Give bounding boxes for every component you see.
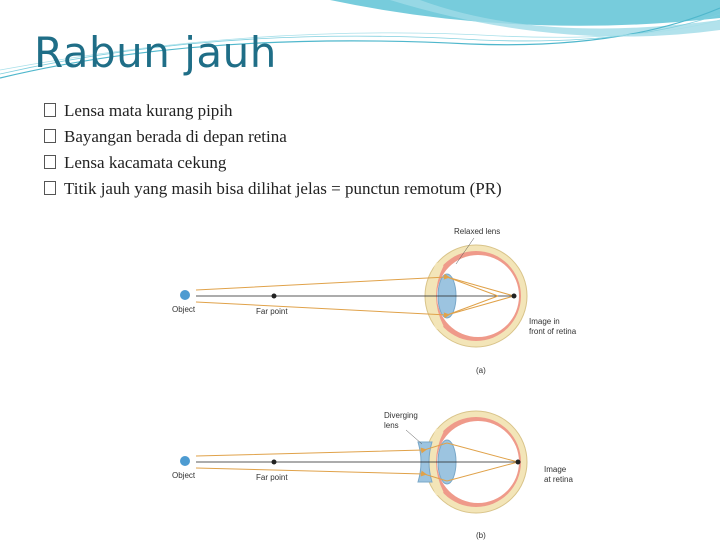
bullet-item — [44, 176, 502, 202]
bullet-box-icon — [44, 103, 56, 117]
image-label-b-line1: Image — [544, 465, 567, 474]
diverging-lens-label-line2: lens — [384, 421, 399, 430]
bullet-box-icon — [44, 155, 56, 169]
diverging-lens-label-line1: Diverging — [384, 411, 418, 420]
bullet-item — [44, 150, 502, 176]
image-label-a-line1: Image in — [529, 317, 560, 326]
bullet-box-icon — [44, 129, 56, 143]
object-dot-b — [180, 456, 190, 466]
bullet-text: Lensa kacamata cekung — [64, 153, 227, 172]
relaxed-lens-label: Relaxed lens — [454, 227, 501, 236]
myopia-eye-diagram — [156, 206, 596, 540]
bullet-text: Titik jauh yang masih bisa dilihat jelas = punctun remotum (PR) — [64, 179, 502, 198]
bullet-list — [44, 98, 502, 202]
image-point-marker-b — [516, 460, 521, 465]
far-point-marker-b — [272, 460, 277, 465]
far-point-label-b: Far point — [256, 473, 288, 482]
far-point-marker-a — [272, 294, 277, 299]
caption-a: (a) — [476, 366, 486, 375]
object-label-a: Object — [172, 305, 196, 314]
bullet-item — [44, 124, 502, 150]
image-point-marker-a — [512, 294, 517, 299]
caption-b: (b) — [476, 531, 486, 540]
bullet-text: Lensa mata kurang pipih — [64, 101, 233, 120]
far-point-label-a: Far point — [256, 307, 288, 316]
image-label-b-line2: at retina — [544, 475, 573, 484]
bullet-item — [44, 98, 502, 124]
object-dot-a — [180, 290, 190, 300]
image-label-a-line2: front of retina — [529, 327, 577, 336]
object-label-b: Object — [172, 471, 196, 480]
bullet-box-icon — [44, 181, 56, 195]
slide-title: Rabun jauh — [34, 28, 277, 77]
bullet-text: Bayangan berada di depan retina — [64, 127, 287, 146]
